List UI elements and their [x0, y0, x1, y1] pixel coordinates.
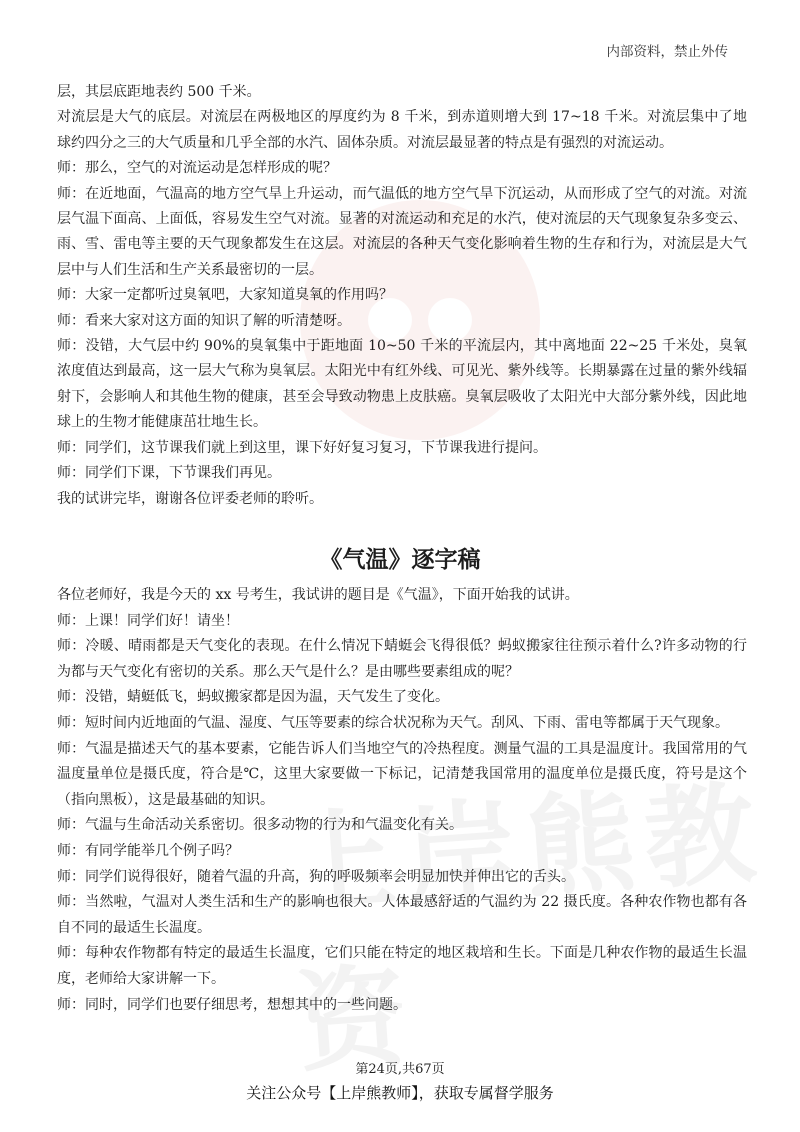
- page-number: 第24页,共67页: [355, 1062, 445, 1077]
- section-title: 《气温》逐字稿: [319, 547, 481, 573]
- paragraph: 师：上课！同学们好！请坐！: [57, 612, 239, 629]
- paragraph: 师：当然啦，气温对人类生活和生产的影响也很大。人体最感舒适的气温约为 22 摄氏度。各种农作物也都有各自不同的最适生长温度。: [57, 894, 747, 936]
- paragraph: 师：同学们下课，下节课我们再见。: [57, 465, 281, 482]
- paragraph: 对流层是大气的底层。对流层在两极地区的厚度约为 8 千米，到赤道则增大到 17~18 千米。对流层集中了地球约四分之三的大气质量和几乎全部的水汽、固体杂质。对流层最显著的特点是有强烈的对流运动。: [57, 109, 747, 151]
- paragraph: 师：同学们，这节课我们就上到这里，课下好好复习复习，下节课我进行提问。: [57, 439, 547, 456]
- body-text-top: [57, 80, 747, 512]
- paragraph: 层，其层底距地表约 500 千米。: [57, 84, 261, 100]
- paragraph: 师：大家一定都听过臭氧吧，大家知道臭氧的作用吗？: [57, 287, 393, 304]
- paragraph: 师：没错，蜻蜓低飞，蚂蚁搬家都是因为温，天气发生了变化。: [57, 689, 449, 706]
- paragraph: 师：那么，空气的对流运动是怎样形成的呢？: [57, 160, 337, 177]
- header-note: 内部资料，禁止外传: [606, 44, 728, 60]
- paragraph: 各位老师好，我是今天的 xx 号考生，我试讲的题目是《气温》，下面开始我的试讲。: [57, 587, 579, 603]
- paragraph: 师：气温与生命活动关系密切。很多动物的行为和气温变化有关。: [57, 817, 463, 834]
- paragraph: 师：看来大家对这方面的知识了解的听清楚呀。: [57, 312, 351, 329]
- paragraph: 师：气温是描述天气的基本要素，它能告诉人们当地空气的冷热程度。测量气温的工具是温度计。我国常用的气温度量单位是摄氏度，符合是℃，这里大家要做一下标记，记清楚我国常用的温度单位是摄氏度，符号是这个（指向黑板），这是最基础的知识。: [57, 740, 747, 808]
- paragraph: 师：冷暖、晴雨都是天气变化的表现。在什么情况下蜻蜓会飞得很低？蚂蚁搬家往往预示着什么?许多动物的行为都与天气变化有密切的关系。那么天气是什么？是由哪些要素组成的呢？: [57, 638, 747, 680]
- footer-note: 关注公众号【上岸熊教师】，获取专属督学服务: [246, 1084, 554, 1102]
- paragraph: 师：没错，大气层中约 90%的臭氧集中于距地面 10~50 千米的平流层内，其中离地面 22~25 千米处，臭氧浓度值达到最高，这一层大气称为臭氧层。太阳光中有红外线、可见光、紫外线等。长期暴露在过量的紫外线辐射下，会影响人和其他生物的健康，甚至会导致动物患上皮肤癌。臭氧层吸收了太阳光中大部分紫外线，因此地球上的生物才能健康茁壮地生长。: [57, 338, 747, 431]
- paragraph: 我的试讲完毕，谢谢各位评委老师的聆听。: [57, 490, 323, 507]
- paragraph: 师：每种农作物都有特定的最适生长温度，它们只能在特定的地区栽培和生长。下面是几种农作物的最适生长温度，老师给大家讲解一下。: [57, 945, 747, 987]
- paragraph: 师：有同学能举几个例子吗？: [57, 842, 239, 859]
- paragraph: 师：同时，同学们也要仔细思考，想想其中的一些问题。: [57, 996, 407, 1013]
- body-text-bottom: [57, 583, 747, 1018]
- paragraph: 师：同学们说得很好，随着气温的升高，狗的呼吸频率会明显加快并伸出它的舌头。: [57, 868, 575, 885]
- paragraph: 师：短时间内近地面的气温、湿度、气压等要素的综合状况称为天气。刮风、下雨、雷电等都属于天气现象。: [57, 714, 729, 731]
- paragraph: 师：在近地面，气温高的地方空气旱上升运动，而气温低的地方空气旱下沉运动，从而形成了空气的对流。对流层气温下面高、上面低，容易发生空气对流。显著的对流运动和充足的水汽，使对流层的天气现象复杂多变云、雨、雪、雷电等主要的天气现象都发生在这层。对流层的各种天气变化影响着生物的生存和行为，对流层是大气层中与人们生活和生产关系最密切的一层。: [57, 185, 747, 278]
